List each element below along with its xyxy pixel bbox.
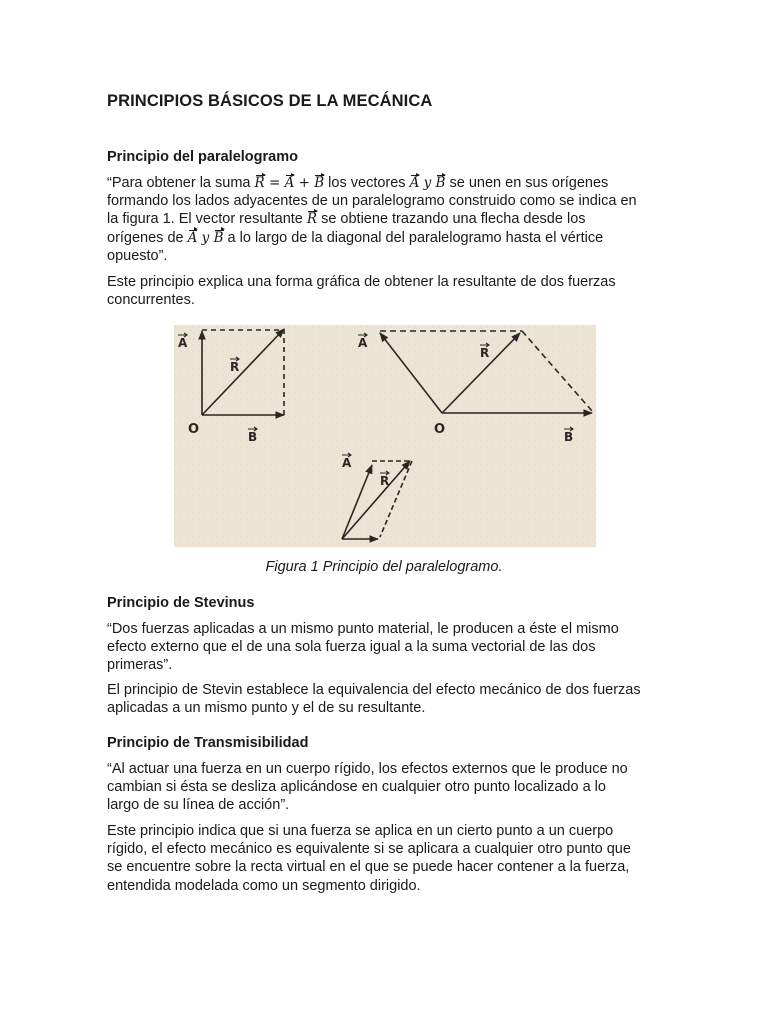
math-y: y: [419, 175, 436, 191]
label-A: A: [342, 456, 352, 470]
label-R: R: [380, 474, 390, 488]
figure-caption: Figura 1 Principio del paralelogramo.: [265, 559, 503, 575]
text-run: se unen en sus orígenes: [445, 175, 609, 191]
text-line: rígido, el efecto mecánico es equivalente si se aplicara a cualquier otro punto que: [107, 841, 631, 858]
vector-B: B: [213, 229, 224, 246]
math-inline: [188, 230, 224, 246]
section-heading-paralelogramo: Principio del paralelogramo: [107, 149, 298, 165]
text-line: cambian si ésta se desliza aplicándose en cualquier otro punto localizado a lo: [107, 779, 606, 796]
vector-A: A: [187, 229, 198, 246]
quote-transmisibilidad: [107, 760, 667, 815]
text-run: la figura 1. El vector resultante: [107, 211, 307, 228]
text-line: se encuentre sobre la recta virtual en el que se puede hacer contener a la fuerza,: [107, 859, 630, 876]
text-line: aplicadas a un mismo punto y el de su resultante.: [107, 700, 426, 717]
quote-stevinus: [107, 620, 667, 675]
text-line: El principio de Stevin establece la equivalencia del efecto mecánico de dos fuerzas: [107, 682, 641, 698]
vector-A: A: [284, 175, 295, 191]
label-R: R: [230, 360, 240, 374]
text-line: “Dos fuerzas aplicadas a un mismo punto material, le producen a éste el mismo: [107, 621, 619, 637]
text-run: orígenes de: [107, 229, 188, 246]
explanation-transmisibilidad: [107, 822, 667, 895]
text-line: formando los lados adyacentes de un paralelogramo construido como se indica en: [107, 193, 637, 210]
text-line: [107, 210, 667, 228]
text-line: Este principio explica una forma gráfica de obtener la resultante de dos fuerzas: [107, 274, 616, 290]
text-line: efecto externo que el de una sola fuerza igual a la suma vectorial de las dos: [107, 639, 596, 656]
text-line: largo de su línea de acción”.: [107, 797, 290, 814]
math-equation: [255, 175, 325, 191]
section-heading-stevinus: Principio de Stevinus: [107, 595, 255, 611]
figure-parallelogram: [174, 325, 596, 547]
text-line: [107, 229, 667, 247]
math-inline: [410, 175, 446, 191]
vector-B: B: [435, 175, 446, 191]
vector-R: R: [306, 211, 318, 228]
section-heading-transmisibilidad: Principio de Transmisibilidad: [107, 735, 309, 751]
label-O: O: [434, 422, 446, 437]
text-line: “Al actuar una fuerza en un cuerpo rígido, los efectos externos que le produce no: [107, 761, 628, 777]
quote-paralelogramo: [107, 174, 667, 265]
text-line: entendida modelada como un segmento dirigido.: [107, 877, 421, 894]
figure-svg: [174, 325, 596, 547]
text-run: se obtiene trazando una flecha desde los: [317, 211, 586, 228]
label-R: R: [480, 346, 490, 360]
text-run: a lo largo de la diagonal del paralelogramo hasta el vértice: [223, 229, 604, 246]
label-B: B: [564, 430, 574, 444]
label-B: B: [248, 430, 258, 444]
text-line: [107, 174, 667, 192]
text-line: opuesto”.: [107, 247, 168, 264]
page-title: PRINCIPIOS BÁSICOS DE LA MECÁNICA: [107, 92, 433, 110]
math-y: y: [197, 229, 214, 246]
vector-A: A: [409, 175, 420, 191]
label-O: O: [188, 422, 200, 437]
explanation-paralelogramo: [107, 273, 667, 309]
label-A: A: [178, 336, 188, 350]
math-equals: =: [264, 175, 285, 191]
text-line: primeras”.: [107, 657, 173, 674]
math-plus: +: [294, 175, 315, 191]
text-line: Este principio indica que si una fuerza se aplica en un cierto punto a un cuerpo: [107, 823, 614, 839]
vector-R: R: [254, 175, 265, 191]
text-run: “Para obtener la suma: [107, 175, 255, 191]
text-run: los vectores: [324, 175, 410, 191]
explanation-stevinus: [107, 681, 667, 717]
vector-B: B: [314, 175, 325, 191]
text-line: concurrentes.: [107, 292, 195, 309]
label-A: A: [358, 336, 368, 350]
